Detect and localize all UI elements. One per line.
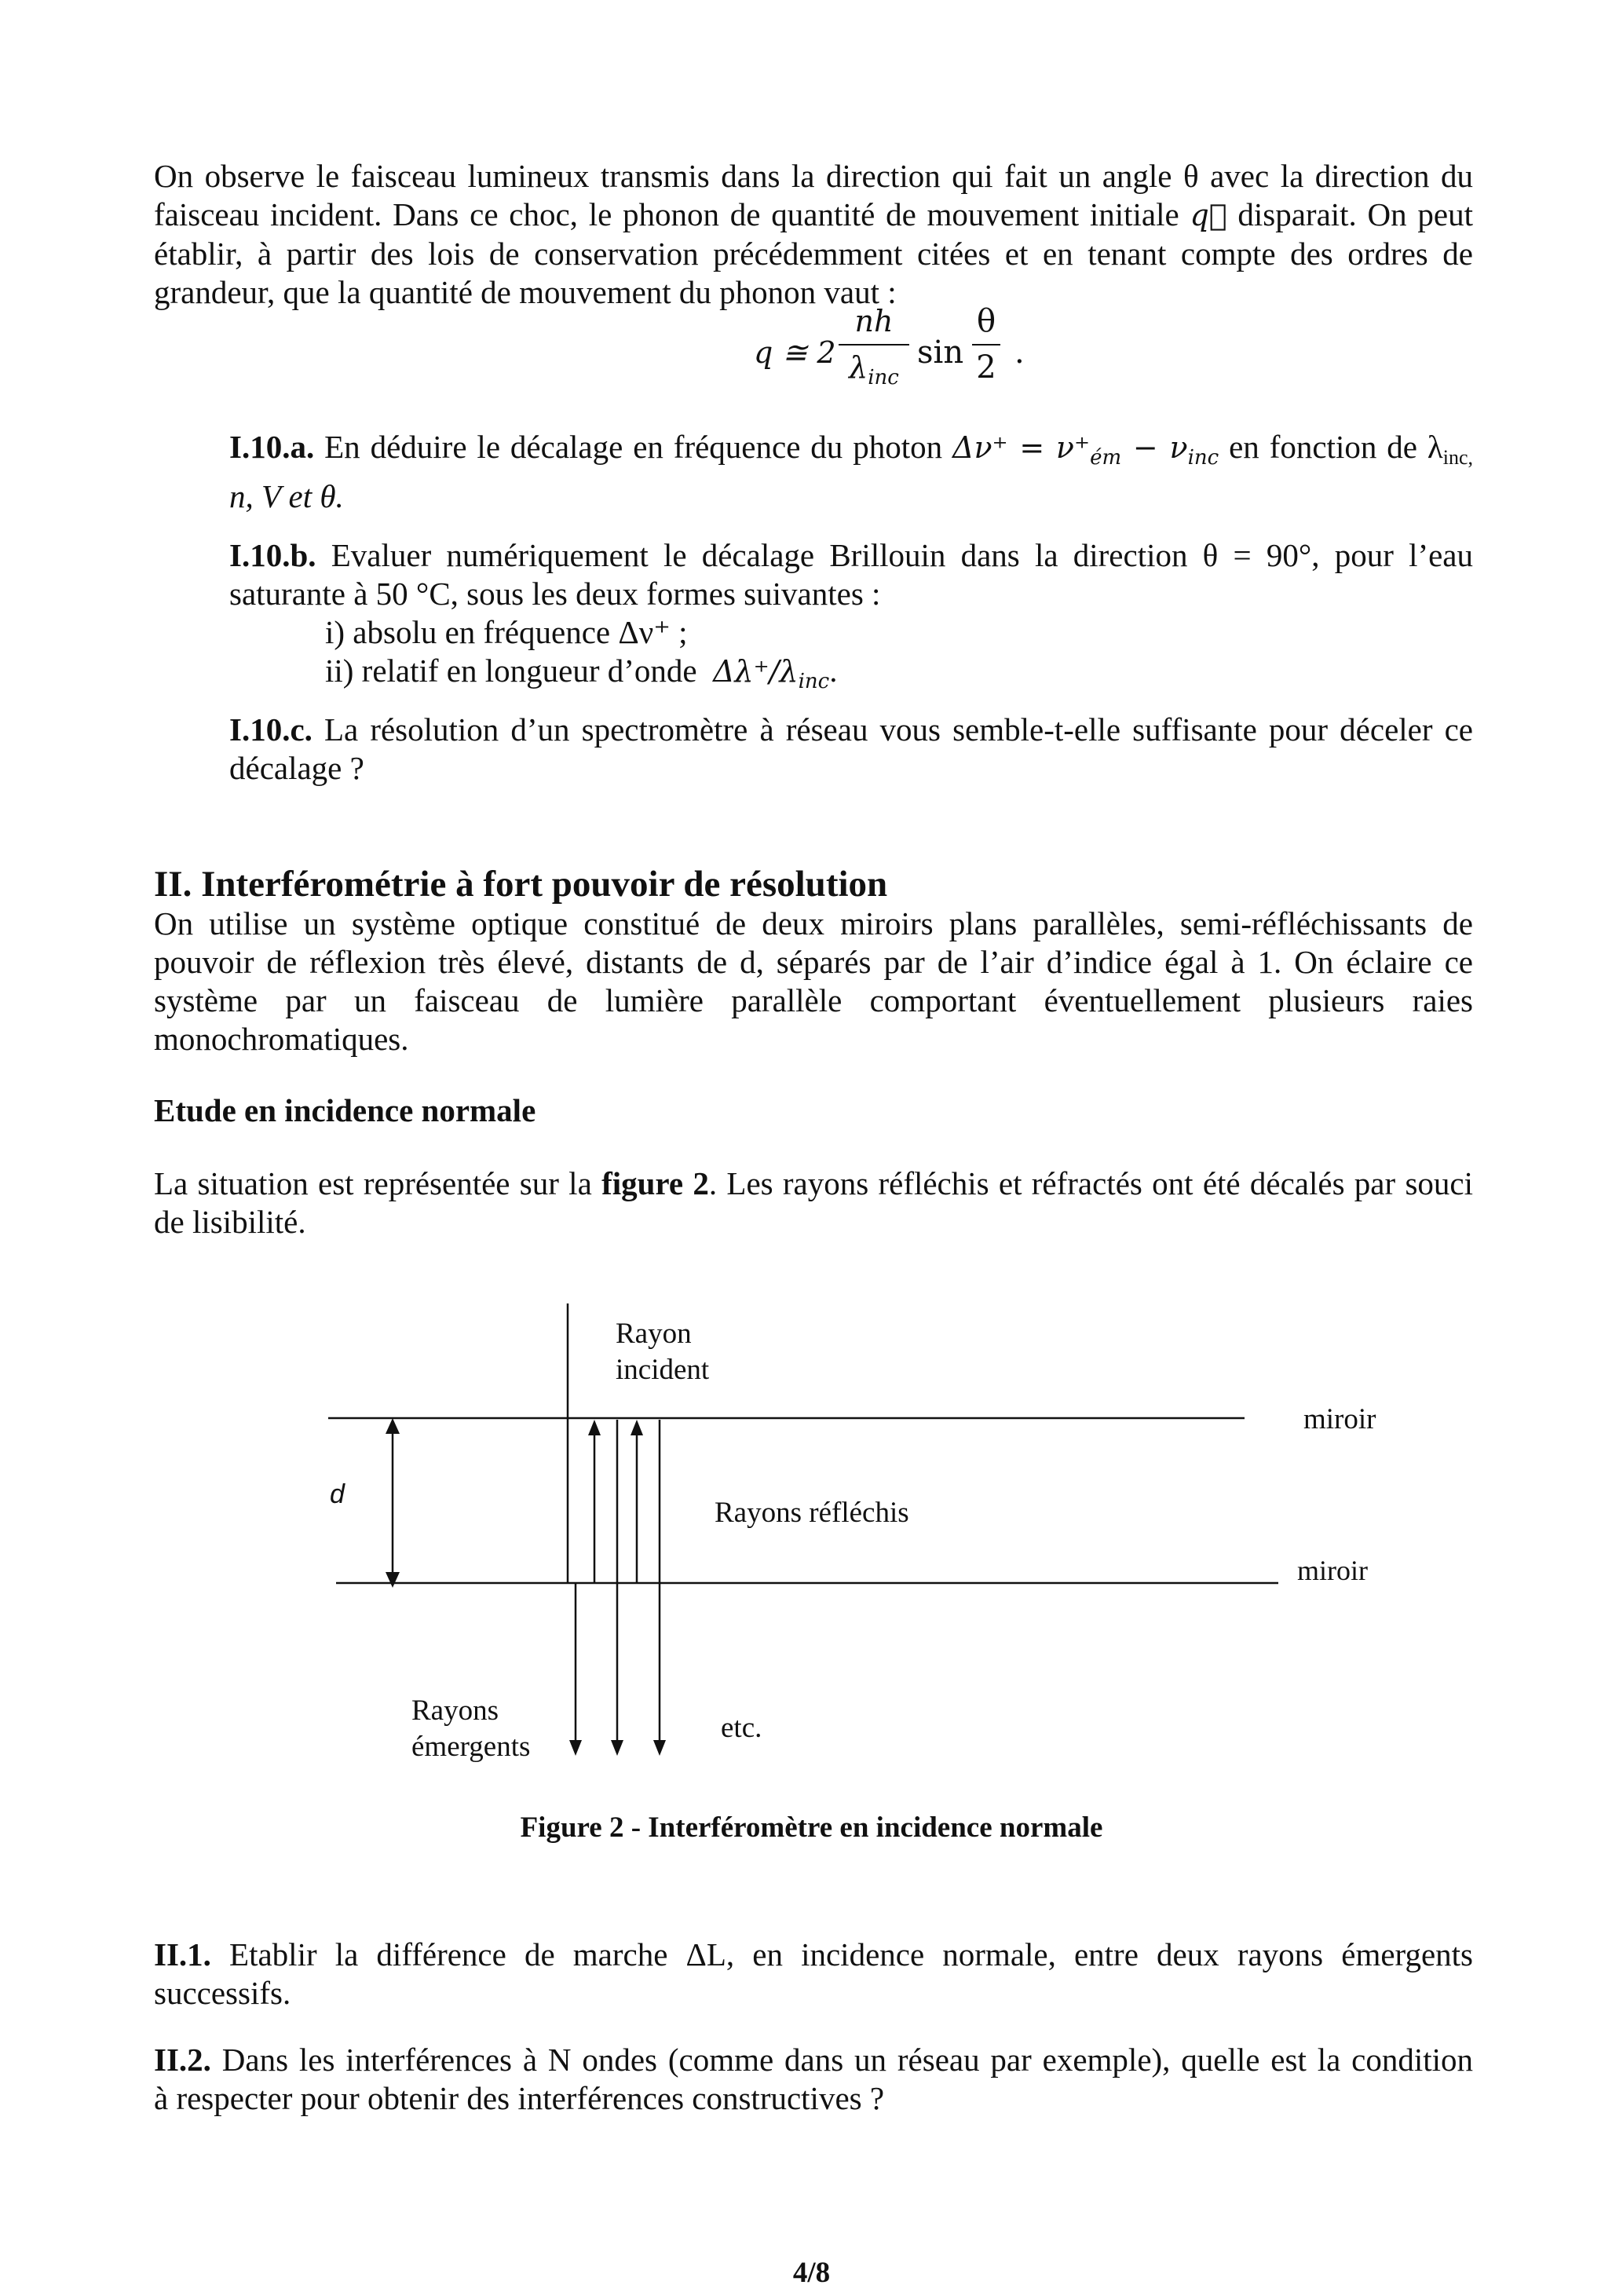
q21-line-1 [154,1936,1473,1974]
q10c-line-1 [229,711,1473,749]
q10b-item2-text: ii) relatif en longueur d’onde [325,653,697,689]
q10b-line-1 [229,536,1473,575]
formula-lhs: q ≅ 2 [754,335,836,370]
intro-line-2-end: disparait. On peut [1237,196,1474,232]
section-II-title: II. Interférométrie à fort pouvoir de résolution [154,864,888,905]
formula-frac-nh [839,302,909,397]
s2-line-2: pouvoir de réflexion très élevé, distants de d, séparés par de l’air d’indice égal à 1. On éclaire ce [154,944,1473,980]
q10b-line-2: saturante à 50 °C, sous les deux formes suivantes : [229,576,881,612]
q10c-line-2: décalage ? [229,750,364,786]
subsection-paragraph [154,1164,1473,1241]
s2-line-3: système par un faisceau de lumière parallèle comportant éventuellement plusieurs raies [154,982,1473,1018]
s2-line-4: monochromatiques. [154,1021,409,1057]
q10c-line1-text: La résolution d’un spectromètre à réseau vous semble-t-elle suffisante pour déceler ce [324,711,1473,748]
formula-frac1-num: nh [854,304,894,338]
formula-frac-theta [972,302,1000,387]
q22-line-1 [154,2041,1473,2079]
formula-frac2-den: 2 [976,349,996,386]
sub-line-2: de lisibilité. [154,1204,306,1240]
q10a-text1: En déduire le décalage en fréquence du photon [324,429,943,465]
label-etc: etc. [721,1712,762,1744]
q10b-item-1: i) absolu en fréquence Δν⁺ ; [325,614,688,650]
label-miroir-top: miroir [1303,1403,1376,1435]
formula-frac2-num: θ [976,303,996,339]
q22-line-2: à respecter pour obtenir des interférences constructives ? [154,2080,885,2116]
intro-line-3: établir, à partir des lois de conservation précédemment citées et en tenant compte des ordres de [154,236,1473,272]
q22-line1-text: Dans les interférences à N ondes (comme dans un réseau par exemple), quelle est la condition [221,2042,1474,2078]
formula-frac2-bar [972,344,1000,345]
subsection-title: Etude en incidence normale [154,1092,536,1128]
formula-lambda: λ [849,350,868,385]
formula-sin: sin [917,335,964,371]
q10b-item2-end: . [829,653,838,689]
page-number: 4/8 [792,2257,831,2289]
d-arrow-head-down [386,1572,400,1588]
label-rayons: Rayons [411,1695,499,1727]
q10b-line1-text: Evaluer numériquement le décalage Brillouin dans la direction θ = 90°, pour l’eau [331,537,1474,573]
label-emergents: émergents [411,1731,531,1763]
q10b-item-2 [229,652,1473,701]
section-II-paragraph [154,905,1473,1058]
q-vector: q⃗ [1190,198,1227,232]
emergent-ray-2-head [611,1740,623,1756]
sub-line1-b: . Les rayons réfléchis et réfractés ont été décalés par souci [708,1165,1473,1201]
d-arrow-head-up [386,1418,400,1434]
label-d: d [330,1479,345,1509]
q10a-math-mid: − ν [1121,430,1188,465]
emergent-ray-3-head [653,1740,666,1756]
formula-end: . [1014,335,1025,371]
intro-paragraph [154,157,1473,312]
label-rayons-reflechis: Rayons réfléchis [715,1497,909,1529]
figure-2-caption: Figure 2 - Interféromètre en incidence normale [520,1812,1103,1844]
reflected-ray-2-head [631,1420,643,1435]
question-II-2 [154,2041,1473,2118]
intro-line-1: On observe le faisceau lumineux transmis dans la direction qui fait un angle θ avec la direction du [154,158,1473,194]
formula-frac1-den [839,349,909,397]
q10a-text2: en fonction de λ [1229,429,1443,465]
question-I-10-a [229,428,1473,516]
q10b-label: I.10.b. [229,537,316,573]
q22-label: II.2. [154,2042,211,2078]
sub-line1-bold: figure 2 [601,1165,709,1201]
intro-line-2-text: faisceau incident. Dans ce choc, le phonon de quantité de mouvement initiale [154,196,1179,232]
sub-line1-a: La situation est représentée sur la [154,1165,592,1201]
q21-line1-text: Etablir la différence de marche ΔL, en incidence normale, entre deux rayons émergents [229,1936,1473,1972]
intro-line-4: grandeur, que la quantité de mouvement du phonon vaut : [154,274,897,310]
momentum-formula [738,302,1084,404]
q21-line-2: successifs. [154,1975,291,2011]
intro-line-2 [154,196,1473,235]
q10a-line-1 [229,428,1473,477]
label-rayon: Rayon [616,1318,692,1350]
q21-label: II.1. [154,1936,211,1972]
q10a-math-a: Δν⁺ = ν⁺ [952,430,1091,465]
label-incident: incident [616,1354,710,1386]
question-I-10-b [229,536,1473,701]
q10a-text2-sub: inc, [1442,446,1473,469]
q10c-label: I.10.c. [229,711,313,748]
label-miroir-bottom: miroir [1297,1555,1368,1586]
reflected-ray-1-head [588,1420,601,1435]
q10a-line-2: n, V et θ. [229,478,344,514]
q10b-item2-math-a: Δλ⁺/λ [713,654,799,689]
q10a-math [952,430,1219,470]
formula-frac1-bar [839,344,909,345]
question-I-10-c [229,711,1473,788]
question-II-1 [154,1936,1473,2013]
q10a-math-sub1: ém [1090,446,1122,470]
s2-line-1: On utilise un système optique constitué de deux miroirs plans parallèles, semi-réfléchissants de [154,905,1473,941]
q10a-math-sub2: inc [1187,446,1219,470]
q10b-item2-math [713,654,830,693]
q10b-item2-sub: inc [798,670,830,693]
formula-inc-sub: inc [868,366,899,389]
emergent-ray-1-head [569,1740,582,1756]
sub-line-1 [154,1164,1473,1203]
q10a-label: I.10.a. [229,429,315,465]
